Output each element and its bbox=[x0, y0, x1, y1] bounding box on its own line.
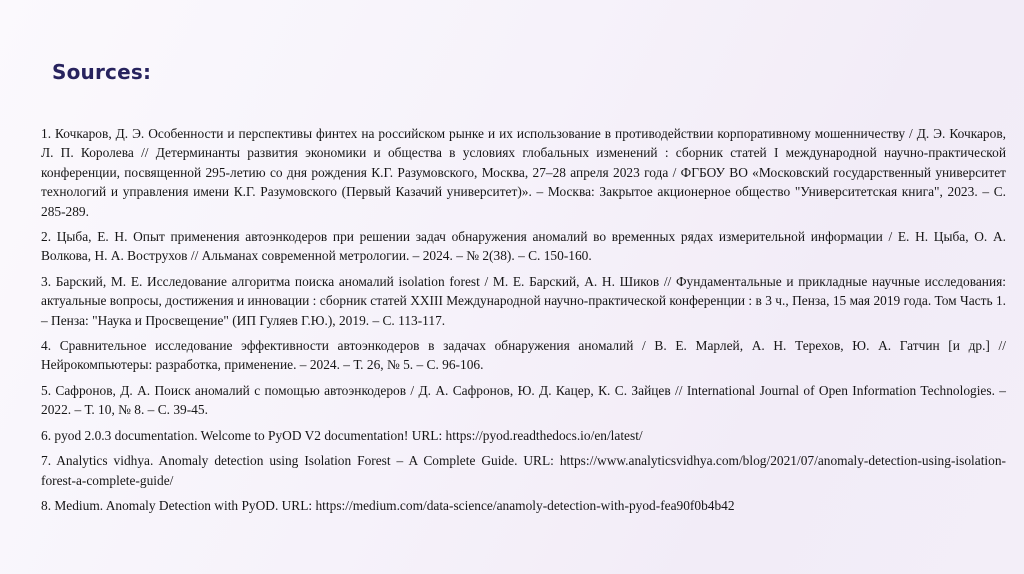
sources-list bbox=[41, 124, 1006, 521]
source-item-8: 8. Medium. Anomaly Detection with PyOD. URL: https://medium.com/data-science/anamoly-detection-with-pyod-fea90f0b4b42 bbox=[41, 497, 735, 513]
source-item-3: 3. Барский, М. Е. Исследование алгоритма поиска аномалий isolation forest / М. Е. Барский, А. Н. Шиков // Фундаментальные и прикладные научные исследования: актуальные вопросы, достижения и инновации : сборник статей XXIII Международной научно-практической конференции : в 3 ч., Пенза, 15 мая 2019 года. Том Часть 1. – Пенза: "Наука и Просвещение" (ИП Гуляев Г.Ю.), 2019. – С. 113-117. bbox=[41, 273, 1006, 328]
source-item-1: 1. Кочкаров, Д. Э. Особенности и перспективы финтех на российском рынке и их использование в противодействии корпоративному мошенничеству / Д. Э. Кочкаров, Л. П. Королева // Детерминанты развития экономики и общества в условиях глобальных изменений : сборник статей I международной научно-практической конференции, посвященной 295-летию со дня рождения К.Г. Разумовского, Москва, 27–28 апреля 2023 года / ФГБОУ ВО «Московский государственный университет технологий и управления имени К.Г. Разумовского (Первый Казачий университет)». – Москва: Закрытое акционерное общество "Университетская книга", 2023. – С. 285-289. bbox=[41, 126, 1006, 219]
source-item-7: 7. Analytics vidhya. Anomaly detection using Isolation Forest – A Complete Guide. URL: https://www.analyticsvidhya.com/blog/2021/07/anomaly-detection-using-isolation-forest-a-complete-guide/ bbox=[41, 453, 1006, 488]
source-item-5: 5. Сафронов, Д. А. Поиск аномалий с помощью автоэнкодеров / Д. А. Сафронов, Ю. Д. Кацер, К. С. Зайцев // International Journal of Open Information Technologies. – 2022. – Т. 10, № 8. – С. 39-45. bbox=[41, 382, 1006, 418]
slide-title: Sources: bbox=[52, 60, 152, 84]
source-item-4: 4. Сравнительное исследование эффективности автоэнкодеров в задачах обнаружения аномалий / В. Е. Марлей, А. Н. Терехов, Ю. А. Гатчин [и др.] // Нейрокомпьютеры: разработка, применение. – 2024. – Т. 26, № 5. – С. 96-106. bbox=[41, 338, 1006, 373]
source-item-6: 6. pyod 2.0.3 documentation. Welcome to PyOD V2 documentation! URL: https://pyod.readthedocs.io/en/latest/ bbox=[41, 427, 643, 443]
source-item-2: 2. Цыба, Е. Н. Опыт применения автоэнкодеров при решении задач обнаружения аномалий во временных рядах измерительной информации / Е. Н. Цыба, О. А. Волкова, Н. А. Вострухов // Альманах современной метрологии. – 2024. – № 2(38). – С. 150-160. bbox=[41, 229, 1006, 264]
